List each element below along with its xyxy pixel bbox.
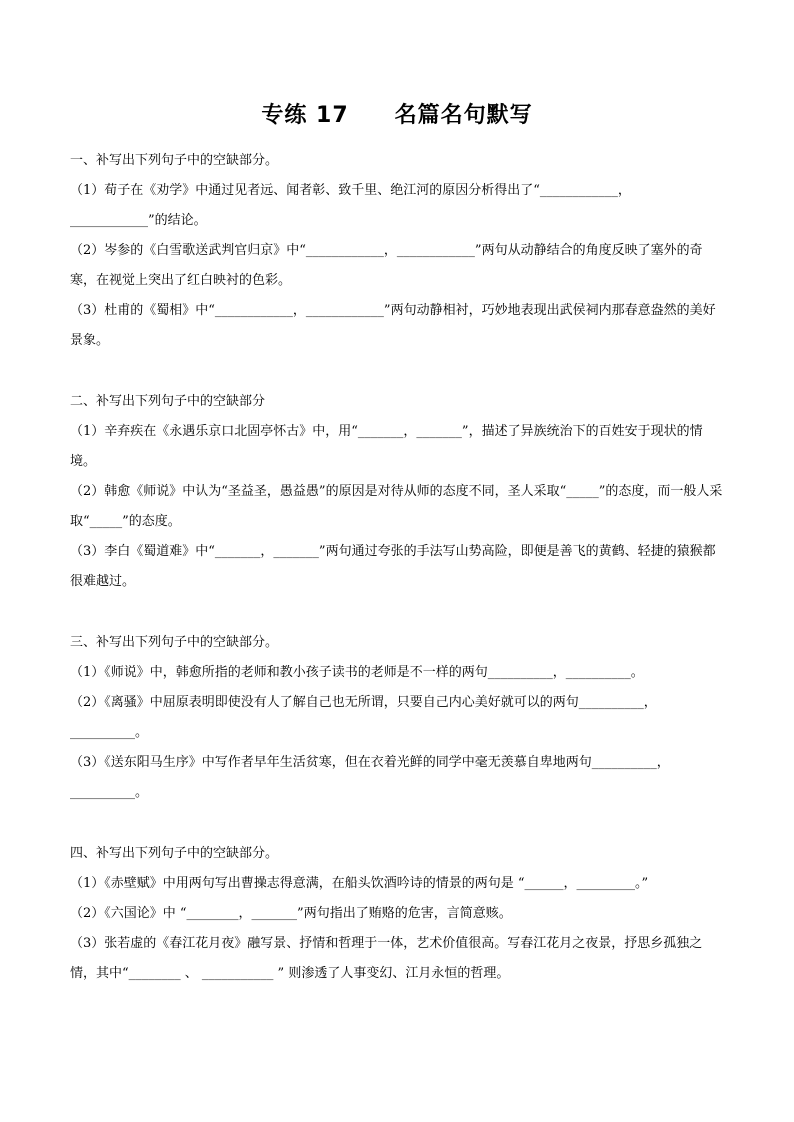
- question-item: （2）韩愈《师说》中认为“圣益圣，愚益愚”的原因是对待从师的态度不同，圣人采取“_____”的态度，而一般人采取“_____”的态度。: [70, 484, 723, 529]
- section-heading: 三、补写出下列句子中的空缺部分。: [70, 635, 279, 650]
- page-title: 专练 17 名篇名句默写: [261, 103, 533, 128]
- question-item: （1）辛弃疾在《永遇乐京口北固亭怀古》中，用“_______，_______”，描述了异族统治下的百姓安于现状的情境。: [70, 424, 703, 469]
- section-2: [70, 387, 728, 597]
- section-1: [70, 146, 728, 356]
- question-item: （3）杜甫的《蜀相》中“____________，____________”两句动静相衬，巧妙地表现出武侯祠内那春意盎然的美好景象。: [70, 303, 716, 348]
- question-item: （1）《师说》中，韩愈所指的老师和教小孩子读书的老师是不一样的两句__________，__________。: [70, 665, 644, 680]
- section-heading: 二、补写出下列句子中的空缺部分: [70, 394, 266, 409]
- question-item: （2）岑参的《白雪歌送武判官归京》中“____________，____________”两句从动静结合的角度反映了塞外的奇寒，在视觉上突出了红白映衬的色彩。: [70, 243, 703, 288]
- document-content: [70, 146, 728, 1020]
- question-item: （3）《送东阳马生序》中写作者早年生活贫寒，但在衣着光鲜的同学中毫无羡慕自卑地两句__________，__________。: [70, 755, 670, 800]
- section-heading: 四、补写出下列句子中的空缺部分。: [70, 846, 279, 861]
- question-item: （3）李白《蜀道难》中“_______，_______”两句通过夸张的手法写山势高险，即便是善飞的黄鹤、轻捷的猿猴都很难越过。: [70, 544, 716, 589]
- section-heading: 一、补写出下列句子中的空缺部分。: [70, 153, 279, 168]
- question-item: （2）《六国论》中 “________，_______”两句指出了贿赂的危害，言简意赅。: [70, 906, 512, 921]
- question-item: （2）《离骚》中屈原表明即使没有人了解自己也无所谓，只要自己内心美好就可以的两句__________，__________。: [70, 695, 657, 740]
- question-item: （3）张若虚的《春江花月夜》融写景、抒情和哲理于一体，艺术价值很高。写春江花月之夜景，抒思乡孤独之情，其中“________ 、 ___________ ” 则渗透了人事变幻、江月永恒的哲理。: [70, 936, 703, 981]
- section-4: [70, 839, 728, 989]
- question-item: （1）《赤壁赋》中用两句写出曹操志得意满，在船头饮酒吟诗的情景的两句是 “______，_________。”: [70, 876, 649, 891]
- section-3: [70, 628, 728, 808]
- question-item: （1）荀子在《劝学》中通过见者远、闻者彰、致千里、绝江河的原因分析得出了“____________，____________”的结论。: [70, 183, 631, 228]
